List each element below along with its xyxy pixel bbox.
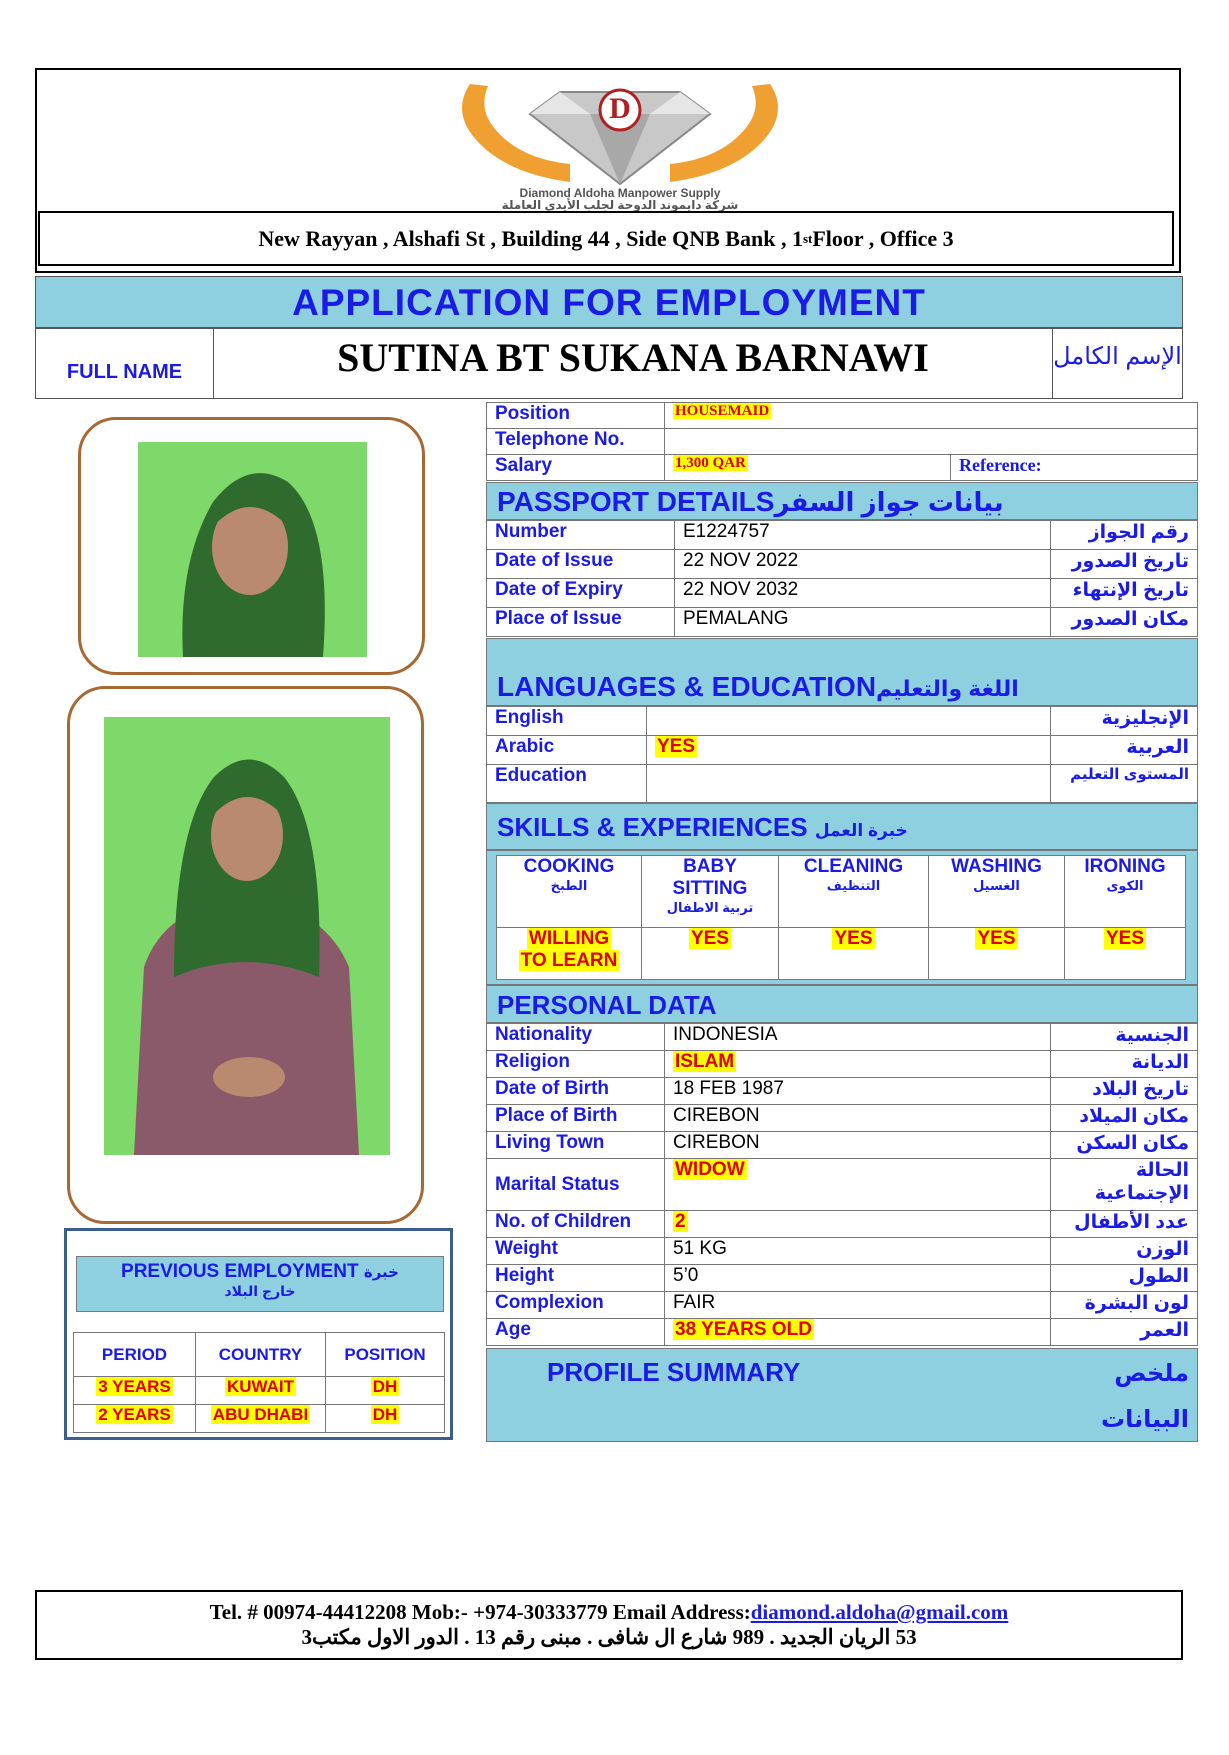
skill-cooking-value: WILLING bbox=[528, 928, 610, 949]
skills-section-header bbox=[486, 803, 1198, 850]
skill-cooking-ar: الطبخ bbox=[550, 878, 588, 893]
email-link[interactable]: diamond.aldoha@gmail.com bbox=[750, 1600, 1009, 1624]
religion-label: Religion bbox=[487, 1051, 665, 1078]
languages-title: LANGUAGES & EDUCATION bbox=[497, 671, 877, 702]
arabic-label: Arabic bbox=[487, 736, 647, 765]
english-ar: الإنجليزية bbox=[1051, 707, 1198, 736]
religion-ar: الديانة bbox=[1051, 1051, 1198, 1078]
full-name-value: SUTINA BT SUKANA BARNAWI bbox=[337, 335, 929, 380]
portrait-photo-frame bbox=[78, 417, 425, 675]
complexion-label: Complexion bbox=[487, 1292, 665, 1319]
skill-cleaning: CLEANING bbox=[803, 856, 904, 877]
full-name-row bbox=[35, 328, 1183, 399]
place-of-issue-value: PEMALANG bbox=[675, 608, 1051, 637]
marital-status-label: Marital Status bbox=[487, 1159, 665, 1211]
prev-country: KUWAIT bbox=[226, 1377, 295, 1396]
profile-summary-title-ar-2: البيانات bbox=[1101, 1406, 1189, 1433]
prev-period: 2 YEARS bbox=[98, 1405, 171, 1424]
profile-summary-box bbox=[486, 1348, 1198, 1442]
skill-cleaning-value: YES bbox=[834, 928, 873, 949]
education-value bbox=[647, 765, 1051, 803]
position-table bbox=[486, 402, 1198, 481]
expiry-date-label: Date of Expiry bbox=[487, 579, 675, 608]
company-name-en: Diamond Aldoha Manpower Supply bbox=[519, 186, 721, 200]
personal-table bbox=[486, 1023, 1198, 1346]
passport-number-value: E1224757 bbox=[675, 521, 1051, 550]
skill-washing-value: YES bbox=[977, 928, 1016, 949]
previous-employment-header bbox=[76, 1256, 444, 1312]
height-ar: الطول bbox=[1051, 1265, 1198, 1292]
telephone-value bbox=[665, 429, 1198, 455]
passport-number-label: Number bbox=[487, 521, 675, 550]
footer-contact bbox=[35, 1590, 1183, 1660]
prev-period: 3 YEARS bbox=[98, 1377, 171, 1396]
previous-employment-box bbox=[64, 1228, 453, 1440]
personal-section-header: PERSONAL DATA bbox=[486, 985, 1198, 1023]
skill-washing: WASHING bbox=[951, 856, 1042, 877]
english-label: English bbox=[487, 707, 647, 736]
weight-ar: الوزن bbox=[1051, 1238, 1198, 1265]
languages-section-header bbox=[486, 638, 1198, 706]
complexion-ar: لون البشرة bbox=[1051, 1292, 1198, 1319]
telephone-label: Telephone No. bbox=[487, 429, 665, 455]
complexion-value: FAIR bbox=[665, 1292, 1051, 1319]
place-of-birth-label: Place of Birth bbox=[487, 1105, 665, 1132]
skills-title-ar: خبرة العمل bbox=[814, 821, 908, 840]
living-town-ar: مكان السكن bbox=[1051, 1132, 1198, 1159]
passport-title: PASSPORT DETAILS bbox=[497, 486, 775, 517]
arabic-ar: العربية bbox=[1051, 736, 1198, 765]
skill-baby-sitting-ar: تربية الاطفال bbox=[666, 900, 754, 915]
living-town-label: Living Town bbox=[487, 1132, 665, 1159]
children-ar: عدد الأطفال bbox=[1051, 1211, 1198, 1238]
skill-ironing: IRONING bbox=[1084, 856, 1166, 877]
previous-employment-title-ar: خبرة bbox=[363, 1264, 399, 1281]
weight-label: Weight bbox=[487, 1238, 665, 1265]
full-name-label: FULL NAME bbox=[36, 329, 214, 398]
full-name-label-ar: الإسم الكامل bbox=[1052, 329, 1182, 398]
languages-title-ar: اللغة والتعليم bbox=[876, 676, 1019, 701]
previous-employment-table bbox=[73, 1332, 445, 1433]
arabic-value: YES bbox=[657, 736, 696, 757]
nationality-label: Nationality bbox=[487, 1024, 665, 1051]
marital-status-value: WIDOW bbox=[675, 1159, 745, 1180]
height-value: 5’0 bbox=[665, 1265, 1051, 1292]
height-label: Height bbox=[487, 1265, 665, 1292]
position-label: Position bbox=[487, 403, 665, 429]
place-of-issue-ar: مكان الصدور bbox=[1051, 608, 1198, 637]
skill-cleaning-ar: التنظيف bbox=[826, 878, 881, 893]
expiry-date-ar: تاريخ الإنتهاء bbox=[1051, 579, 1198, 608]
age-ar: العمر bbox=[1051, 1319, 1198, 1346]
children-value: 2 bbox=[675, 1211, 686, 1232]
previous-employment-title: PREVIOUS EMPLOYMENT bbox=[121, 1261, 359, 1282]
skill-cooking: COOKING bbox=[523, 856, 615, 877]
issue-date-value: 22 NOV 2022 bbox=[675, 550, 1051, 579]
company-address bbox=[38, 211, 1174, 266]
full-body-photo bbox=[104, 717, 390, 1155]
education-ar: المستوى التعليم bbox=[1051, 765, 1198, 803]
marital-status-ar: الحالة الإجتماعية bbox=[1051, 1159, 1198, 1211]
religion-value: ISLAM bbox=[675, 1051, 735, 1072]
prev-position: DH bbox=[372, 1377, 398, 1396]
skill-baby-sitting: BABY SITTING bbox=[672, 856, 748, 899]
age-label: Age bbox=[487, 1319, 665, 1346]
skill-baby-sitting-value: YES bbox=[690, 928, 730, 949]
prev-position: DH bbox=[372, 1405, 398, 1424]
nationality-ar: الجنسية bbox=[1051, 1024, 1198, 1051]
dob-value: 18 FEB 1987 bbox=[665, 1078, 1051, 1105]
place-of-birth-value: CIREBON bbox=[665, 1105, 1051, 1132]
profile-summary-title: PROFILE SUMMARY bbox=[547, 1357, 801, 1387]
full-body-photo-frame bbox=[67, 686, 424, 1224]
english-value bbox=[647, 707, 1051, 736]
position-value: HOUSEMAID bbox=[675, 403, 770, 419]
nationality-value: INDONESIA bbox=[665, 1024, 1051, 1051]
age-value: 38 YEARS OLD bbox=[675, 1319, 812, 1340]
address-text-end: Floor , Office 3 bbox=[812, 225, 954, 251]
place-of-birth-ar: مكان الميلاد bbox=[1051, 1105, 1198, 1132]
dob-label: Date of Birth bbox=[487, 1078, 665, 1105]
skill-ironing-ar: الكوى bbox=[1106, 878, 1144, 893]
address-text: New Rayyan , Alshafi St , Building 44 , Side QNB Bank , 1 bbox=[258, 225, 803, 251]
children-label: No. of Children bbox=[487, 1211, 665, 1238]
dob-ar: تاريخ البلاد bbox=[1051, 1078, 1198, 1105]
logo-letter: D bbox=[609, 92, 631, 125]
passport-section-header bbox=[486, 482, 1198, 520]
footer-phone: Tel. # 00974-44412208 Mob:- +974-30333779 Email Address: bbox=[209, 1600, 751, 1624]
page-title: APPLICATION FOR EMPLOYMENT bbox=[35, 276, 1183, 328]
period-header: PERIOD bbox=[74, 1333, 196, 1377]
prev-country: ABU DHABI bbox=[212, 1405, 309, 1424]
profile-summary-title-ar: ملخص bbox=[1114, 1360, 1189, 1387]
company-name-ar: شركة دايموند الدوحة لجلب الأيدي العاملة bbox=[501, 198, 739, 212]
issue-date-label: Date of Issue bbox=[487, 550, 675, 579]
passport-title-ar: بيانات جواز السفر bbox=[774, 487, 1004, 517]
passport-number-ar: رقم الجواز bbox=[1051, 521, 1198, 550]
languages-table bbox=[486, 706, 1198, 803]
passport-table bbox=[486, 520, 1198, 637]
education-label: Education bbox=[487, 765, 647, 803]
place-of-issue-label: Place of Issue bbox=[487, 608, 675, 637]
portrait-photo bbox=[138, 442, 367, 657]
skills-table bbox=[496, 855, 1186, 980]
reference-label: Reference: bbox=[951, 455, 1198, 481]
living-town-value: CIREBON bbox=[665, 1132, 1051, 1159]
expiry-date-value: 22 NOV 2032 bbox=[675, 579, 1051, 608]
country-header: COUNTRY bbox=[196, 1333, 326, 1377]
skill-washing-ar: الغسيل bbox=[973, 878, 1020, 893]
skill-ironing-value: YES bbox=[1105, 928, 1145, 949]
address-sup: st bbox=[802, 230, 813, 246]
salary-label: Salary bbox=[487, 455, 665, 481]
position-header: POSITION bbox=[326, 1333, 445, 1377]
weight-value: 51 KG bbox=[665, 1238, 1051, 1265]
issue-date-ar: تاريخ الصدور bbox=[1051, 550, 1198, 579]
skills-title: SKILLS & EXPERIENCES bbox=[497, 812, 808, 842]
salary-value: 1,300 QAR bbox=[675, 455, 746, 471]
footer-address-ar: 53 الريان الجديد . 989 شارع ال شافى . مبنى رقم 13 . الدور الاول مكتب3 bbox=[301, 1625, 917, 1649]
skill-cooking-value-2: TO LEARN bbox=[520, 950, 618, 971]
previous-employment-title-ar-2: خارج البلاد bbox=[224, 1283, 296, 1299]
